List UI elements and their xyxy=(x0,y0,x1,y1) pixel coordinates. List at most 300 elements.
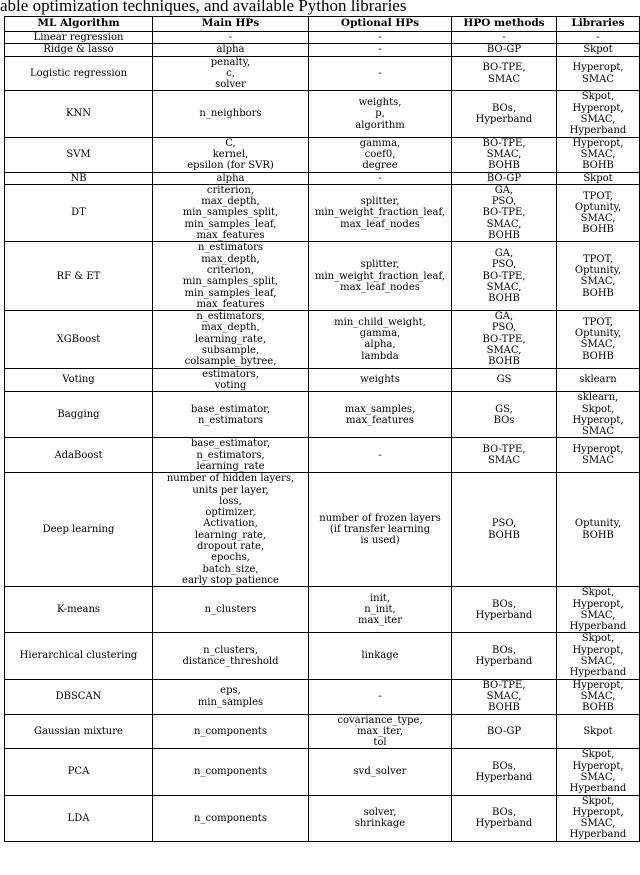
cell-line: epochs, xyxy=(211,552,250,564)
cell-line: distance_threshold xyxy=(182,656,279,668)
libraries-cell xyxy=(557,311,640,368)
cell-line: - xyxy=(378,449,382,461)
table-row xyxy=(5,137,640,172)
main-hps-cell xyxy=(153,714,309,749)
cell-line: BOs, xyxy=(491,806,517,818)
cell-line: Hyperband xyxy=(569,667,627,679)
main-hps-cell xyxy=(153,242,309,311)
cell-line: gamma, xyxy=(359,137,401,149)
libraries-cell xyxy=(557,633,640,679)
libraries-cell xyxy=(557,392,640,438)
cell-line: (if transfer learning xyxy=(329,524,431,536)
cell-line: BO-TPE, xyxy=(482,444,526,456)
cell-line: SMAC, xyxy=(580,656,616,668)
hpo-methods-cell xyxy=(452,56,557,91)
cell-line: max_depth, xyxy=(201,322,260,334)
table-row xyxy=(5,392,640,438)
hpo-methods-cell xyxy=(452,679,557,714)
cell-line: n_estimators xyxy=(197,242,264,254)
hpo-methods-cell xyxy=(452,172,557,184)
cell-line: is used) xyxy=(360,535,400,547)
cell-line: c, xyxy=(226,67,235,79)
algorithm-cell: DBSCAN xyxy=(5,679,153,714)
cell-line: PSO, xyxy=(491,196,517,208)
cell-line: Skpot xyxy=(583,172,613,184)
cell-line: Hyperopt, xyxy=(572,598,624,610)
cell-line: alpha xyxy=(216,44,245,56)
cell-line: estimators, xyxy=(202,368,259,380)
hpo-methods-cell xyxy=(452,311,557,368)
libraries-cell xyxy=(557,795,640,841)
hpo-methods-cell xyxy=(452,184,557,241)
cell-line: n_components xyxy=(194,766,267,778)
optional-hps-cell xyxy=(309,392,452,438)
optional-hps-cell xyxy=(309,368,452,392)
cell-line: Hyperopt, xyxy=(572,644,624,656)
cell-line: min_samples_split, xyxy=(182,207,279,219)
cell-line: SMAC, xyxy=(580,609,616,621)
cell-line: BO-TPE, xyxy=(482,270,526,282)
optional-hps-cell xyxy=(309,473,452,587)
main-hps-cell xyxy=(153,473,309,587)
cell-line: max_depth, xyxy=(201,253,260,265)
cell-line: BOHB xyxy=(488,529,520,541)
table-row xyxy=(5,714,640,749)
cell-line: init, xyxy=(369,592,391,604)
cell-line: SMAC xyxy=(582,426,614,438)
optional-hps-cell xyxy=(309,749,452,795)
cell-line: algorithm xyxy=(355,119,405,131)
cell-line: n_estimators xyxy=(197,414,264,426)
cell-line: SMAC xyxy=(582,73,614,85)
cell-line: SMAC, xyxy=(486,148,522,160)
cell-line: C, xyxy=(225,137,236,149)
cell-line: BOHB xyxy=(488,356,520,368)
cell-line: GS xyxy=(496,374,512,386)
main-hps-cell xyxy=(153,184,309,241)
main-hps-cell xyxy=(153,795,309,841)
algorithm-cell: XGBoost xyxy=(5,311,153,368)
algorithm-cell: Voting xyxy=(5,368,153,392)
table-row xyxy=(5,679,640,714)
hpo-methods-cell xyxy=(452,749,557,795)
cell-line: shrinkage xyxy=(354,818,406,830)
optional-hps-cell xyxy=(309,184,452,241)
algorithm-cell: Hierarchical clustering xyxy=(5,633,153,679)
cell-line: min_weight_fraction_leaf, xyxy=(315,207,445,219)
cell-line: BOHB xyxy=(488,702,520,714)
libraries-cell xyxy=(557,242,640,311)
cell-line: Optunity, xyxy=(574,328,622,340)
cell-line: BO-GP xyxy=(486,44,522,56)
cell-line: - xyxy=(228,32,233,43)
table-row xyxy=(5,172,640,184)
table-row xyxy=(5,633,640,679)
cell-line: Skpot, xyxy=(581,633,615,645)
cell-line: penalty, xyxy=(210,56,251,68)
cell-line: max_features xyxy=(196,298,265,310)
cell-line: base_estimator, xyxy=(190,438,271,450)
main-hps-cell xyxy=(153,679,309,714)
libraries-cell xyxy=(557,679,640,714)
cell-line: Skpot, xyxy=(581,403,615,415)
optional-hps-cell xyxy=(309,137,452,172)
cell-line: - xyxy=(378,32,382,43)
cell-line: BO-TPE, xyxy=(482,207,526,219)
cell-line: n_clusters xyxy=(204,604,257,616)
main-hps-cell xyxy=(153,56,309,91)
optional-hps-cell xyxy=(309,438,452,473)
cell-line: criterion, xyxy=(206,184,255,196)
cell-line: BOs, xyxy=(491,598,517,610)
cell-line: n_init, xyxy=(364,604,396,616)
cell-line: degree xyxy=(362,160,398,172)
cell-line: Skpot, xyxy=(581,795,615,807)
cell-line: min_child_weight, xyxy=(334,316,426,328)
table-row xyxy=(5,56,640,91)
cell-line: Hyperband xyxy=(569,125,627,137)
cell-line: BOHB xyxy=(488,230,520,242)
cell-line: Hyperband xyxy=(475,818,533,830)
hpo-methods-cell xyxy=(452,795,557,841)
cell-line: - xyxy=(596,32,600,43)
cell-line: learning_rate, xyxy=(194,333,267,345)
cell-line: min_samples_split, xyxy=(182,276,279,288)
cell-line: SMAC, xyxy=(486,345,522,357)
main-hps-cell xyxy=(153,172,309,184)
table-row xyxy=(5,438,640,473)
libraries-cell xyxy=(557,56,640,91)
cell-line: BO-GP xyxy=(486,725,522,737)
cell-line: PSO, xyxy=(491,518,517,530)
main-hps-cell xyxy=(153,749,309,795)
cell-line: SMAC, xyxy=(580,114,616,126)
optional-hps-cell xyxy=(309,633,452,679)
cell-line: splitter, xyxy=(360,196,400,208)
table-row xyxy=(5,242,640,311)
table-row xyxy=(5,795,640,841)
cell-line: epsilon (for SVR) xyxy=(187,160,274,172)
libraries-cell xyxy=(557,184,640,241)
cell-line: Skpot, xyxy=(581,587,615,599)
cell-line: - xyxy=(378,44,382,56)
hpo-methods-cell xyxy=(452,438,557,473)
algorithm-cell: Deep learning xyxy=(5,473,153,587)
table-caption: able optimization techniques, and available Python libraries xyxy=(0,0,407,15)
cell-line: min_samples xyxy=(197,696,264,708)
cell-line: - xyxy=(378,172,382,184)
cell-line: TPOT, xyxy=(583,253,613,265)
libraries-cell xyxy=(557,32,640,44)
cell-line: voting xyxy=(214,379,247,391)
cell-line: SMAC xyxy=(488,73,520,85)
cell-line: max_iter, xyxy=(356,725,404,737)
cell-line: BOHB xyxy=(488,160,520,172)
table-row xyxy=(5,368,640,392)
cell-line: number of frozen layers xyxy=(319,512,441,524)
hpo-methods-cell xyxy=(452,473,557,587)
optional-hps-cell xyxy=(309,679,452,714)
optional-hps-cell xyxy=(309,32,452,44)
cell-line: Optunity, xyxy=(574,264,622,276)
main-hps-cell xyxy=(153,44,309,56)
main-hps-cell xyxy=(153,91,309,137)
hpo-methods-cell xyxy=(452,714,557,749)
cell-line: min_weight_fraction_leaf, xyxy=(315,270,445,282)
optional-hps-cell xyxy=(309,44,452,56)
cell-line: max_samples, xyxy=(344,403,416,415)
libraries-cell xyxy=(557,473,640,587)
table-body xyxy=(5,32,640,842)
cell-line: batch_size, xyxy=(202,563,259,575)
libraries-cell xyxy=(557,438,640,473)
cell-line: Skpot, xyxy=(581,91,615,103)
cell-line: BOHB xyxy=(582,702,614,714)
cell-line: Hyperopt, xyxy=(572,102,624,114)
cell-line: max_depth, xyxy=(201,196,260,208)
cell-line: colsample_bytree, xyxy=(184,356,277,368)
header-optional-hps: Optional HPs xyxy=(309,17,452,32)
hpo-methods-cell xyxy=(452,368,557,392)
cell-line: loss, xyxy=(219,495,242,507)
cell-line: Hyperband xyxy=(475,656,533,668)
cell-line: units per layer, xyxy=(192,484,269,496)
optional-hps-cell xyxy=(309,311,452,368)
algorithm-cell: Ridge & lasso xyxy=(5,44,153,56)
libraries-cell xyxy=(557,368,640,392)
hpo-methods-cell xyxy=(452,137,557,172)
hpo-methods-cell xyxy=(452,587,557,633)
algorithm-cell: K-means xyxy=(5,587,153,633)
hpo-methods-cell xyxy=(452,44,557,56)
cell-line: BOHB xyxy=(582,529,614,541)
cell-line: min_samples_leaf, xyxy=(184,287,277,299)
cell-line: Skpot xyxy=(583,725,613,737)
cell-line: Hyperband xyxy=(475,114,533,126)
cell-line: alpha, xyxy=(364,339,396,351)
cell-line: BO-TPE, xyxy=(482,679,526,691)
table-row xyxy=(5,587,640,633)
algorithm-cell: LDA xyxy=(5,795,153,841)
cell-line: BOs, xyxy=(491,760,517,772)
cell-line: PSO, xyxy=(491,322,517,334)
libraries-cell xyxy=(557,91,640,137)
libraries-cell xyxy=(557,44,640,56)
cell-line: TPOT, xyxy=(583,190,613,202)
algorithm-cell: DT xyxy=(5,184,153,241)
libraries-cell xyxy=(557,137,640,172)
cell-line: BOHB xyxy=(488,293,520,305)
header-hpo-methods: HPO methods xyxy=(452,17,557,32)
libraries-cell xyxy=(557,749,640,795)
header-main-hps: Main HPs xyxy=(153,17,309,32)
table-row xyxy=(5,44,640,56)
cell-line: SMAC, xyxy=(486,690,522,702)
cell-line: n_clusters, xyxy=(203,644,258,656)
hpo-table xyxy=(4,16,640,842)
cell-line: BO-TPE, xyxy=(482,137,526,149)
cell-line: max_features xyxy=(346,414,414,426)
cell-line: SMAC, xyxy=(580,148,616,160)
cell-line: eps, xyxy=(220,685,241,697)
hpo-methods-cell xyxy=(452,392,557,438)
libraries-cell xyxy=(557,172,640,184)
cell-line: p, xyxy=(375,108,385,120)
optional-hps-cell xyxy=(309,587,452,633)
main-hps-cell xyxy=(153,633,309,679)
optional-hps-cell xyxy=(309,56,452,91)
main-hps-cell xyxy=(153,32,309,44)
cell-line: n_estimators, xyxy=(196,311,265,323)
main-hps-cell xyxy=(153,311,309,368)
cell-line: max_features xyxy=(196,230,265,242)
algorithm-cell: KNN xyxy=(5,91,153,137)
cell-line: Optunity, xyxy=(574,518,622,530)
table-row xyxy=(5,749,640,795)
cell-line: Skpot, xyxy=(581,749,615,761)
algorithm-cell: Logistic regression xyxy=(5,56,153,91)
cell-line: GA, xyxy=(494,311,514,323)
cell-line: linkage xyxy=(361,650,399,662)
cell-line: alpha xyxy=(216,172,245,184)
hpo-methods-cell xyxy=(452,91,557,137)
cell-line: BO-TPE, xyxy=(482,62,526,74)
algorithm-cell: Bagging xyxy=(5,392,153,438)
cell-line: learning_rate, xyxy=(194,529,267,541)
cell-line: number of hidden layers, xyxy=(166,473,295,485)
cell-line: Hyperopt, xyxy=(572,806,624,818)
cell-line: BOHB xyxy=(582,350,614,362)
cell-line: - xyxy=(502,32,506,43)
cell-line: Hyperopt, xyxy=(572,62,624,74)
cell-line: Hyperopt, xyxy=(572,760,624,772)
algorithm-cell: RF & ET xyxy=(5,242,153,311)
cell-line: Activation, xyxy=(203,518,258,530)
cell-line: Hyperband xyxy=(569,621,627,633)
cell-line: solver xyxy=(215,79,246,91)
cell-line: Optunity, xyxy=(574,201,622,213)
cell-line: max_leaf_nodes xyxy=(340,218,420,230)
cell-line: BOs, xyxy=(491,644,517,656)
cell-line: - xyxy=(378,690,382,702)
table-row xyxy=(5,91,640,137)
table-row xyxy=(5,473,640,587)
optional-hps-cell xyxy=(309,172,452,184)
cell-line: weights xyxy=(360,374,400,386)
algorithm-cell: Linear regression xyxy=(5,32,153,44)
cell-line: n_neighbors xyxy=(199,108,262,120)
optional-hps-cell xyxy=(309,714,452,749)
cell-line: splitter, xyxy=(360,259,400,271)
cell-line: subsample, xyxy=(201,345,260,357)
cell-line: coef0, xyxy=(364,148,396,160)
cell-line: GA, xyxy=(494,247,514,259)
header-row xyxy=(5,17,640,32)
cell-line: Hyperband xyxy=(475,609,533,621)
algorithm-cell: PCA xyxy=(5,749,153,795)
cell-line: SMAC xyxy=(488,455,520,467)
main-hps-cell xyxy=(153,392,309,438)
algorithm-cell: AdaBoost xyxy=(5,438,153,473)
header-libraries: Libraries xyxy=(557,17,640,32)
cell-line: PSO, xyxy=(491,259,517,271)
table-row xyxy=(5,311,640,368)
cell-line: BOHB xyxy=(582,160,614,172)
cell-line: Hyperband xyxy=(569,783,627,795)
cell-line: learning_rate xyxy=(196,460,265,472)
cell-line: BOs xyxy=(493,414,515,426)
cell-line: early stop patience xyxy=(182,574,279,586)
cell-line: tol xyxy=(373,737,387,749)
optional-hps-cell xyxy=(309,242,452,311)
cell-line: Hyperopt, xyxy=(572,679,624,691)
table-row xyxy=(5,184,640,241)
algorithm-cell: Gaussian mixture xyxy=(5,714,153,749)
libraries-cell xyxy=(557,587,640,633)
cell-line: Hyperopt, xyxy=(572,444,624,456)
cell-line: dropout rate, xyxy=(196,541,265,553)
cell-line: BOHB xyxy=(582,287,614,299)
cell-line: criterion, xyxy=(206,264,255,276)
cell-line: Skpot xyxy=(583,44,613,56)
cell-line: GA, xyxy=(494,184,514,196)
cell-line: solver, xyxy=(363,806,397,818)
cell-line: weights, xyxy=(358,97,402,109)
hpo-methods-cell xyxy=(452,633,557,679)
cell-line: max_iter xyxy=(358,615,402,627)
cell-line: GS, xyxy=(495,403,513,415)
hpo-methods-cell xyxy=(452,32,557,44)
cell-line: SMAC xyxy=(582,455,614,467)
cell-line: covariance_type, xyxy=(337,714,423,726)
main-hps-cell xyxy=(153,587,309,633)
cell-line: lambda xyxy=(361,350,399,362)
cell-line: SMAC, xyxy=(486,281,522,293)
cell-line: n_components xyxy=(194,725,267,737)
table-row xyxy=(5,32,640,44)
cell-line: n_estimators, xyxy=(196,449,265,461)
cell-line: SMAC, xyxy=(580,690,616,702)
cell-line: SMAC, xyxy=(580,339,616,351)
optional-hps-cell xyxy=(309,795,452,841)
cell-line: SMAC, xyxy=(580,213,616,225)
cell-line: svd_solver xyxy=(353,766,407,778)
cell-line: SMAC, xyxy=(580,818,616,830)
libraries-cell xyxy=(557,714,640,749)
cell-line: min_samples_leaf, xyxy=(184,218,277,230)
cell-line: SMAC, xyxy=(580,276,616,288)
main-hps-cell xyxy=(153,438,309,473)
cell-line: sklearn, xyxy=(577,392,619,404)
cell-line: sklearn xyxy=(579,374,617,386)
cell-line: gamma, xyxy=(359,328,401,340)
cell-line: max_leaf_nodes xyxy=(340,281,420,293)
cell-line: Hyperopt, xyxy=(572,414,624,426)
cell-line: n_components xyxy=(194,812,267,824)
cell-line: SMAC, xyxy=(486,218,522,230)
hpo-methods-cell xyxy=(452,242,557,311)
cell-line: Hyperband xyxy=(475,772,533,783)
main-hps-cell xyxy=(153,137,309,172)
cell-line: BO-TPE, xyxy=(482,333,526,345)
optional-hps-cell xyxy=(309,91,452,137)
cell-line: SMAC, xyxy=(580,772,616,783)
main-hps-cell xyxy=(153,368,309,392)
header-ml-algorithm: ML Algorithm xyxy=(5,17,153,32)
cell-line: - xyxy=(378,67,382,79)
cell-line: kernel, xyxy=(212,148,249,160)
cell-line: BO-GP xyxy=(486,172,522,184)
